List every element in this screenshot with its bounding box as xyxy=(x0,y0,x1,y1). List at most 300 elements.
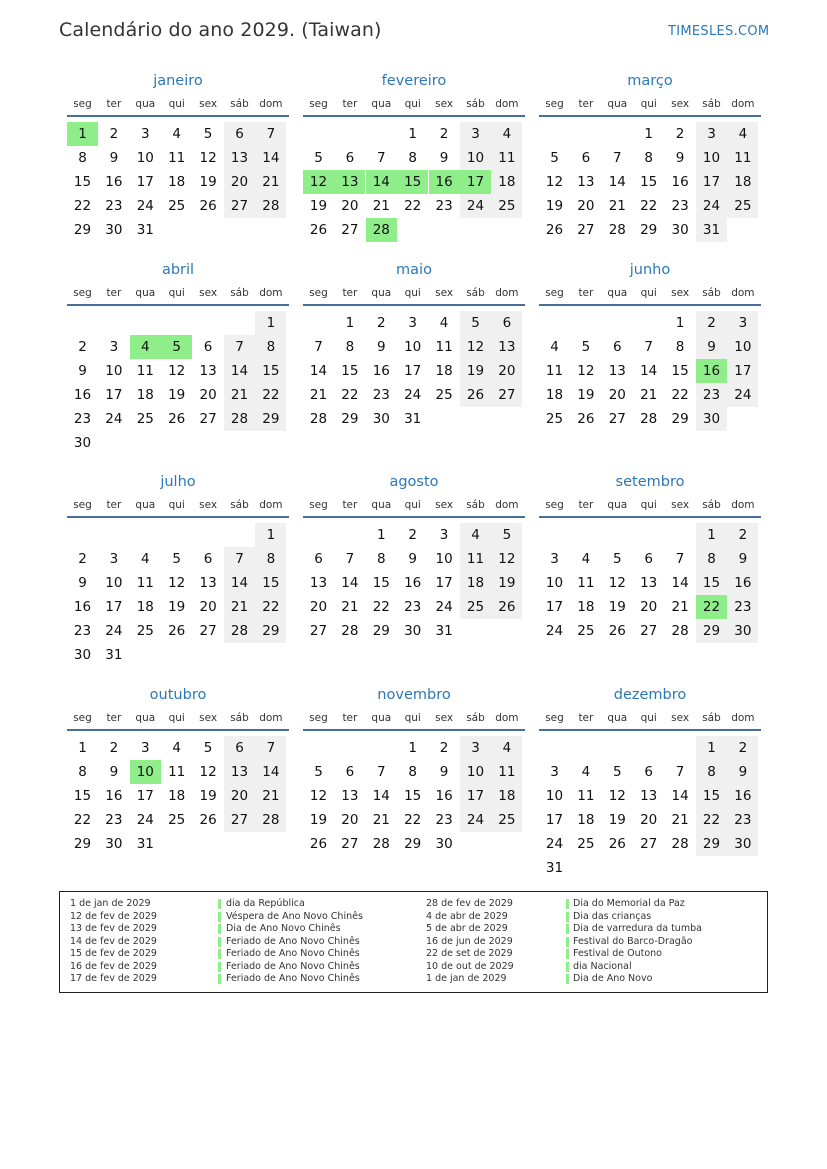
day-cell[interactable]: 18 xyxy=(577,812,595,828)
day-cell[interactable]: 9 xyxy=(439,764,449,780)
day-cell[interactable]: 7 xyxy=(224,335,255,359)
day-cell[interactable]: 3 xyxy=(109,339,119,355)
day-cell[interactable]: 12 xyxy=(608,575,626,591)
day-cell[interactable]: 25 xyxy=(545,411,564,427)
day-cell[interactable]: 7 xyxy=(377,150,386,166)
day-cell[interactable]: 12 xyxy=(309,788,328,804)
day-cell[interactable]: 2 xyxy=(78,339,87,355)
day-cell[interactable]: 11 xyxy=(577,575,595,591)
day-cell[interactable]: 12 xyxy=(168,575,186,591)
day-cell[interactable]: 26 xyxy=(199,812,217,828)
day-cell[interactable]: 17 xyxy=(545,599,564,615)
day-cell[interactable]: 18 xyxy=(136,387,154,403)
day-cell[interactable]: 9 xyxy=(727,547,758,571)
day-cell[interactable]: 24 xyxy=(404,387,422,403)
site-logo-text[interactable]: TIMESLES.COM xyxy=(668,24,770,39)
day-cell[interactable]: 13 xyxy=(640,575,658,591)
day-cell[interactable]: 16 xyxy=(105,174,123,190)
day-cell[interactable]: 12 xyxy=(199,764,217,780)
day-cell[interactable]: 29 xyxy=(255,407,286,431)
day-cell[interactable]: 25 xyxy=(168,812,186,828)
holiday-day-cell[interactable]: 13 xyxy=(334,170,365,194)
day-cell[interactable]: 26 xyxy=(199,198,217,214)
day-cell[interactable]: 11 xyxy=(136,363,154,379)
day-cell[interactable]: 1 xyxy=(675,315,685,331)
day-cell[interactable]: 7 xyxy=(345,551,355,567)
day-cell[interactable]: 23 xyxy=(671,198,689,214)
day-cell[interactable]: 18 xyxy=(491,784,522,808)
day-cell[interactable]: 26 xyxy=(309,836,328,852)
holiday-day-cell[interactable]: 12 xyxy=(303,170,334,194)
day-cell[interactable]: 17 xyxy=(136,174,154,190)
day-cell[interactable]: 8 xyxy=(675,339,685,355)
day-cell[interactable]: 18 xyxy=(577,599,595,615)
holiday-day-cell[interactable]: 1 xyxy=(67,122,98,146)
day-cell[interactable]: 28 xyxy=(671,836,689,852)
day-cell[interactable]: 29 xyxy=(341,411,359,427)
day-cell[interactable]: 3 xyxy=(550,551,559,567)
day-cell[interactable]: 24 xyxy=(696,194,727,218)
day-cell[interactable]: 20 xyxy=(199,387,217,403)
holiday-day-cell[interactable]: 17 xyxy=(460,170,491,194)
day-cell[interactable]: 25 xyxy=(435,387,453,403)
day-cell[interactable]: 16 xyxy=(727,571,758,595)
day-cell[interactable]: 31 xyxy=(545,860,564,876)
day-cell[interactable]: 8 xyxy=(644,150,653,166)
day-cell[interactable]: 13 xyxy=(199,363,217,379)
day-cell[interactable]: 21 xyxy=(224,595,255,619)
day-cell[interactable]: 3 xyxy=(109,551,119,567)
day-cell[interactable]: 13 xyxy=(309,575,328,591)
day-cell[interactable]: 7 xyxy=(675,551,685,567)
day-cell[interactable]: 13 xyxy=(341,788,359,804)
day-cell[interactable]: 14 xyxy=(671,575,689,591)
day-cell[interactable]: 8 xyxy=(78,150,87,166)
day-cell[interactable]: 11 xyxy=(136,575,154,591)
day-cell[interactable]: 27 xyxy=(309,623,328,639)
day-cell[interactable]: 29 xyxy=(255,619,286,643)
day-cell[interactable]: 22 xyxy=(404,198,422,214)
day-cell[interactable]: 5 xyxy=(491,523,522,547)
day-cell[interactable]: 8 xyxy=(255,547,286,571)
day-cell[interactable]: 1 xyxy=(255,311,286,335)
day-cell[interactable]: 2 xyxy=(408,527,417,543)
day-cell[interactable]: 27 xyxy=(608,411,626,427)
day-cell[interactable]: 22 xyxy=(341,387,359,403)
day-cell[interactable]: 3 xyxy=(408,315,417,331)
day-cell[interactable]: 10 xyxy=(404,339,422,355)
day-cell[interactable]: 5 xyxy=(314,150,323,166)
day-cell[interactable]: 7 xyxy=(644,339,653,355)
day-cell[interactable]: 6 xyxy=(203,339,213,355)
day-cell[interactable]: 23 xyxy=(696,383,727,407)
day-cell[interactable]: 24 xyxy=(435,599,453,615)
day-cell[interactable]: 16 xyxy=(73,387,92,403)
day-cell[interactable]: 24 xyxy=(136,812,154,828)
day-cell[interactable]: 29 xyxy=(73,222,92,238)
day-cell[interactable]: 17 xyxy=(136,788,154,804)
day-cell[interactable]: 21 xyxy=(372,812,390,828)
day-cell[interactable]: 30 xyxy=(105,222,123,238)
day-cell[interactable]: 3 xyxy=(460,122,491,146)
holiday-day-cell[interactable]: 22 xyxy=(696,595,727,619)
day-cell[interactable]: 28 xyxy=(224,407,255,431)
day-cell[interactable]: 10 xyxy=(460,760,491,784)
day-cell[interactable]: 23 xyxy=(105,812,123,828)
day-cell[interactable]: 6 xyxy=(644,764,653,780)
day-cell[interactable]: 19 xyxy=(168,387,186,403)
day-cell[interactable]: 25 xyxy=(577,623,595,639)
day-cell[interactable]: 5 xyxy=(314,764,323,780)
day-cell[interactable]: 21 xyxy=(255,170,286,194)
day-cell[interactable]: 27 xyxy=(640,623,658,639)
day-cell[interactable]: 25 xyxy=(460,595,491,619)
day-cell[interactable]: 27 xyxy=(491,383,522,407)
day-cell[interactable]: 19 xyxy=(199,174,217,190)
day-cell[interactable]: 6 xyxy=(613,339,622,355)
day-cell[interactable]: 29 xyxy=(671,411,689,427)
day-cell[interactable]: 10 xyxy=(696,146,727,170)
day-cell[interactable]: 17 xyxy=(696,170,727,194)
day-cell[interactable]: 29 xyxy=(696,619,727,643)
day-cell[interactable]: 9 xyxy=(696,335,727,359)
day-cell[interactable]: 20 xyxy=(224,170,255,194)
day-cell[interactable]: 21 xyxy=(372,198,390,214)
day-cell[interactable]: 25 xyxy=(727,194,758,218)
day-cell[interactable]: 27 xyxy=(341,222,359,238)
day-cell[interactable]: 23 xyxy=(404,599,422,615)
day-cell[interactable]: 3 xyxy=(460,736,491,760)
day-cell[interactable]: 1 xyxy=(644,126,653,142)
day-cell[interactable]: 15 xyxy=(696,784,727,808)
day-cell[interactable]: 24 xyxy=(460,194,491,218)
day-cell[interactable]: 6 xyxy=(581,150,591,166)
day-cell[interactable]: 28 xyxy=(224,619,255,643)
day-cell[interactable]: 17 xyxy=(727,359,758,383)
holiday-day-cell[interactable]: 16 xyxy=(429,170,460,194)
day-cell[interactable]: 26 xyxy=(608,836,626,852)
day-cell[interactable]: 16 xyxy=(105,788,123,804)
day-cell[interactable]: 16 xyxy=(727,784,758,808)
day-cell[interactable]: 12 xyxy=(199,150,217,166)
day-cell[interactable]: 10 xyxy=(545,788,564,804)
day-cell[interactable]: 30 xyxy=(696,407,727,431)
day-cell[interactable]: 13 xyxy=(224,760,255,784)
day-cell[interactable]: 17 xyxy=(545,812,564,828)
day-cell[interactable]: 4 xyxy=(581,764,591,780)
day-cell[interactable]: 4 xyxy=(141,551,150,567)
day-cell[interactable]: 25 xyxy=(577,836,595,852)
day-cell[interactable]: 27 xyxy=(199,411,217,427)
day-cell[interactable]: 4 xyxy=(491,122,522,146)
day-cell[interactable]: 31 xyxy=(435,623,453,639)
day-cell[interactable]: 16 xyxy=(671,174,689,190)
day-cell[interactable]: 15 xyxy=(640,174,658,190)
day-cell[interactable]: 29 xyxy=(73,836,92,852)
day-cell[interactable]: 6 xyxy=(345,764,355,780)
day-cell[interactable]: 11 xyxy=(491,146,522,170)
day-cell[interactable]: 13 xyxy=(224,146,255,170)
day-cell[interactable]: 6 xyxy=(224,736,255,760)
holiday-day-cell[interactable]: 16 xyxy=(696,359,727,383)
day-cell[interactable]: 11 xyxy=(577,788,595,804)
day-cell[interactable]: 17 xyxy=(460,784,491,808)
day-cell[interactable]: 14 xyxy=(255,146,286,170)
day-cell[interactable]: 2 xyxy=(727,523,758,547)
day-cell[interactable]: 4 xyxy=(727,122,758,146)
day-cell[interactable]: 9 xyxy=(78,363,87,379)
day-cell[interactable]: 9 xyxy=(439,150,449,166)
day-cell[interactable]: 30 xyxy=(727,832,758,856)
holiday-day-cell[interactable]: 10 xyxy=(130,760,161,784)
day-cell[interactable]: 13 xyxy=(608,363,626,379)
day-cell[interactable]: 1 xyxy=(408,126,417,142)
day-cell[interactable]: 20 xyxy=(224,784,255,808)
day-cell[interactable]: 3 xyxy=(696,122,727,146)
day-cell[interactable]: 28 xyxy=(671,623,689,639)
day-cell[interactable]: 30 xyxy=(404,623,422,639)
day-cell[interactable]: 8 xyxy=(696,760,727,784)
day-cell[interactable]: 10 xyxy=(435,551,453,567)
day-cell[interactable]: 11 xyxy=(435,339,453,355)
day-cell[interactable]: 5 xyxy=(203,126,213,142)
day-cell[interactable]: 18 xyxy=(491,170,522,194)
day-cell[interactable]: 30 xyxy=(435,836,453,852)
day-cell[interactable]: 7 xyxy=(224,547,255,571)
day-cell[interactable]: 22 xyxy=(73,812,92,828)
day-cell[interactable]: 10 xyxy=(105,575,123,591)
day-cell[interactable]: 30 xyxy=(73,435,92,451)
day-cell[interactable]: 1 xyxy=(78,740,87,756)
day-cell[interactable]: 22 xyxy=(671,387,689,403)
day-cell[interactable]: 20 xyxy=(608,387,626,403)
day-cell[interactable]: 19 xyxy=(545,198,564,214)
day-cell[interactable]: 3 xyxy=(439,527,449,543)
day-cell[interactable]: 30 xyxy=(671,222,689,238)
day-cell[interactable]: 18 xyxy=(168,788,186,804)
day-cell[interactable]: 19 xyxy=(608,812,626,828)
day-cell[interactable]: 4 xyxy=(550,339,559,355)
day-cell[interactable]: 20 xyxy=(491,359,522,383)
day-cell[interactable]: 13 xyxy=(491,335,522,359)
day-cell[interactable]: 21 xyxy=(608,198,626,214)
day-cell[interactable]: 19 xyxy=(309,198,328,214)
day-cell[interactable]: 23 xyxy=(435,198,453,214)
day-cell[interactable]: 8 xyxy=(408,150,417,166)
day-cell[interactable]: 1 xyxy=(696,523,727,547)
day-cell[interactable]: 21 xyxy=(671,812,689,828)
day-cell[interactable]: 23 xyxy=(435,812,453,828)
day-cell[interactable]: 18 xyxy=(435,363,453,379)
day-cell[interactable]: 24 xyxy=(105,623,123,639)
day-cell[interactable]: 8 xyxy=(345,339,355,355)
day-cell[interactable]: 1 xyxy=(408,740,417,756)
day-cell[interactable]: 1 xyxy=(696,736,727,760)
day-cell[interactable]: 10 xyxy=(105,363,123,379)
day-cell[interactable]: 16 xyxy=(435,788,453,804)
day-cell[interactable]: 7 xyxy=(675,764,685,780)
day-cell[interactable]: 18 xyxy=(727,170,758,194)
day-cell[interactable]: 19 xyxy=(460,359,491,383)
day-cell[interactable]: 6 xyxy=(314,551,323,567)
day-cell[interactable]: 23 xyxy=(105,198,123,214)
day-cell[interactable]: 8 xyxy=(408,764,417,780)
day-cell[interactable]: 21 xyxy=(341,599,359,615)
day-cell[interactable]: 26 xyxy=(460,383,491,407)
day-cell[interactable]: 19 xyxy=(168,599,186,615)
day-cell[interactable]: 30 xyxy=(73,647,92,663)
day-cell[interactable]: 20 xyxy=(341,198,359,214)
day-cell[interactable]: 11 xyxy=(727,146,758,170)
day-cell[interactable]: 12 xyxy=(608,788,626,804)
day-cell[interactable]: 11 xyxy=(168,150,186,166)
day-cell[interactable]: 25 xyxy=(491,194,522,218)
day-cell[interactable]: 25 xyxy=(136,411,154,427)
day-cell[interactable]: 18 xyxy=(168,174,186,190)
day-cell[interactable]: 3 xyxy=(550,764,559,780)
day-cell[interactable]: 23 xyxy=(727,808,758,832)
day-cell[interactable]: 15 xyxy=(696,571,727,595)
day-cell[interactable]: 28 xyxy=(640,411,658,427)
day-cell[interactable]: 26 xyxy=(545,222,564,238)
day-cell[interactable]: 13 xyxy=(577,174,595,190)
day-cell[interactable]: 27 xyxy=(224,194,255,218)
day-cell[interactable]: 22 xyxy=(372,599,390,615)
day-cell[interactable]: 20 xyxy=(640,599,658,615)
day-cell[interactable]: 19 xyxy=(199,788,217,804)
day-cell[interactable]: 18 xyxy=(460,571,491,595)
day-cell[interactable]: 4 xyxy=(581,551,591,567)
day-cell[interactable]: 9 xyxy=(109,764,119,780)
day-cell[interactable]: 26 xyxy=(168,623,186,639)
day-cell[interactable]: 14 xyxy=(224,571,255,595)
day-cell[interactable]: 15 xyxy=(255,359,286,383)
day-cell[interactable]: 29 xyxy=(404,836,422,852)
day-cell[interactable]: 19 xyxy=(491,571,522,595)
day-cell[interactable]: 17 xyxy=(404,363,422,379)
holiday-day-cell[interactable]: 15 xyxy=(397,170,428,194)
day-cell[interactable]: 30 xyxy=(727,619,758,643)
day-cell[interactable]: 12 xyxy=(491,547,522,571)
day-cell[interactable]: 9 xyxy=(377,339,386,355)
day-cell[interactable]: 9 xyxy=(727,760,758,784)
day-cell[interactable]: 22 xyxy=(255,383,286,407)
day-cell[interactable]: 19 xyxy=(577,387,595,403)
day-cell[interactable]: 21 xyxy=(309,387,328,403)
day-cell[interactable]: 28 xyxy=(255,808,286,832)
day-cell[interactable]: 31 xyxy=(136,836,154,852)
day-cell[interactable]: 2 xyxy=(727,736,758,760)
day-cell[interactable]: 23 xyxy=(372,387,390,403)
day-cell[interactable]: 25 xyxy=(136,623,154,639)
day-cell[interactable]: 28 xyxy=(309,411,328,427)
day-cell[interactable]: 24 xyxy=(727,383,758,407)
day-cell[interactable]: 21 xyxy=(671,599,689,615)
day-cell[interactable]: 17 xyxy=(105,599,123,615)
day-cell[interactable]: 20 xyxy=(341,812,359,828)
day-cell[interactable]: 15 xyxy=(372,575,390,591)
day-cell[interactable]: 14 xyxy=(341,575,359,591)
day-cell[interactable]: 24 xyxy=(545,836,564,852)
day-cell[interactable]: 31 xyxy=(404,411,422,427)
day-cell[interactable]: 10 xyxy=(136,150,154,166)
day-cell[interactable]: 28 xyxy=(255,194,286,218)
day-cell[interactable]: 9 xyxy=(675,150,685,166)
day-cell[interactable]: 19 xyxy=(608,599,626,615)
day-cell[interactable]: 11 xyxy=(168,764,186,780)
day-cell[interactable]: 18 xyxy=(545,387,564,403)
day-cell[interactable]: 5 xyxy=(172,551,181,567)
day-cell[interactable]: 13 xyxy=(640,788,658,804)
day-cell[interactable]: 28 xyxy=(341,623,359,639)
day-cell[interactable]: 25 xyxy=(491,808,522,832)
day-cell[interactable]: 12 xyxy=(545,174,564,190)
day-cell[interactable]: 4 xyxy=(172,740,181,756)
day-cell[interactable]: 9 xyxy=(408,551,417,567)
day-cell[interactable]: 26 xyxy=(491,595,522,619)
day-cell[interactable]: 1 xyxy=(345,315,355,331)
day-cell[interactable]: 16 xyxy=(404,575,422,591)
day-cell[interactable]: 8 xyxy=(78,764,87,780)
day-cell[interactable]: 26 xyxy=(309,222,328,238)
day-cell[interactable]: 22 xyxy=(696,808,727,832)
day-cell[interactable]: 8 xyxy=(377,551,386,567)
day-cell[interactable]: 29 xyxy=(696,832,727,856)
day-cell[interactable]: 6 xyxy=(644,551,653,567)
day-cell[interactable]: 20 xyxy=(309,599,328,615)
day-cell[interactable]: 15 xyxy=(341,363,359,379)
day-cell[interactable]: 4 xyxy=(460,523,491,547)
day-cell[interactable]: 9 xyxy=(78,575,87,591)
day-cell[interactable]: 21 xyxy=(640,387,658,403)
day-cell[interactable]: 15 xyxy=(404,788,422,804)
day-cell[interactable]: 26 xyxy=(168,411,186,427)
day-cell[interactable]: 12 xyxy=(168,363,186,379)
day-cell[interactable]: 2 xyxy=(377,315,386,331)
day-cell[interactable]: 6 xyxy=(491,311,522,335)
day-cell[interactable]: 18 xyxy=(136,599,154,615)
day-cell[interactable]: 31 xyxy=(105,647,123,663)
day-cell[interactable]: 8 xyxy=(696,547,727,571)
day-cell[interactable]: 23 xyxy=(73,623,92,639)
day-cell[interactable]: 25 xyxy=(168,198,186,214)
day-cell[interactable]: 2 xyxy=(439,740,449,756)
day-cell[interactable]: 11 xyxy=(460,547,491,571)
day-cell[interactable]: 27 xyxy=(577,222,595,238)
day-cell[interactable]: 4 xyxy=(172,126,181,142)
day-cell[interactable]: 12 xyxy=(577,363,595,379)
day-cell[interactable]: 6 xyxy=(345,150,355,166)
day-cell[interactable]: 22 xyxy=(255,595,286,619)
day-cell[interactable]: 6 xyxy=(203,551,213,567)
day-cell[interactable]: 6 xyxy=(224,122,255,146)
day-cell[interactable]: 10 xyxy=(545,575,564,591)
day-cell[interactable]: 15 xyxy=(73,788,92,804)
day-cell[interactable]: 5 xyxy=(203,740,213,756)
day-cell[interactable]: 7 xyxy=(377,764,386,780)
day-cell[interactable]: 20 xyxy=(640,812,658,828)
day-cell[interactable]: 21 xyxy=(255,784,286,808)
day-cell[interactable]: 27 xyxy=(224,808,255,832)
day-cell[interactable]: 3 xyxy=(141,126,150,142)
day-cell[interactable]: 22 xyxy=(404,812,422,828)
day-cell[interactable]: 20 xyxy=(577,198,595,214)
day-cell[interactable]: 26 xyxy=(577,411,595,427)
day-cell[interactable]: 14 xyxy=(372,788,390,804)
day-cell[interactable]: 2 xyxy=(109,126,119,142)
day-cell[interactable]: 1 xyxy=(255,523,286,547)
day-cell[interactable]: 24 xyxy=(105,411,123,427)
